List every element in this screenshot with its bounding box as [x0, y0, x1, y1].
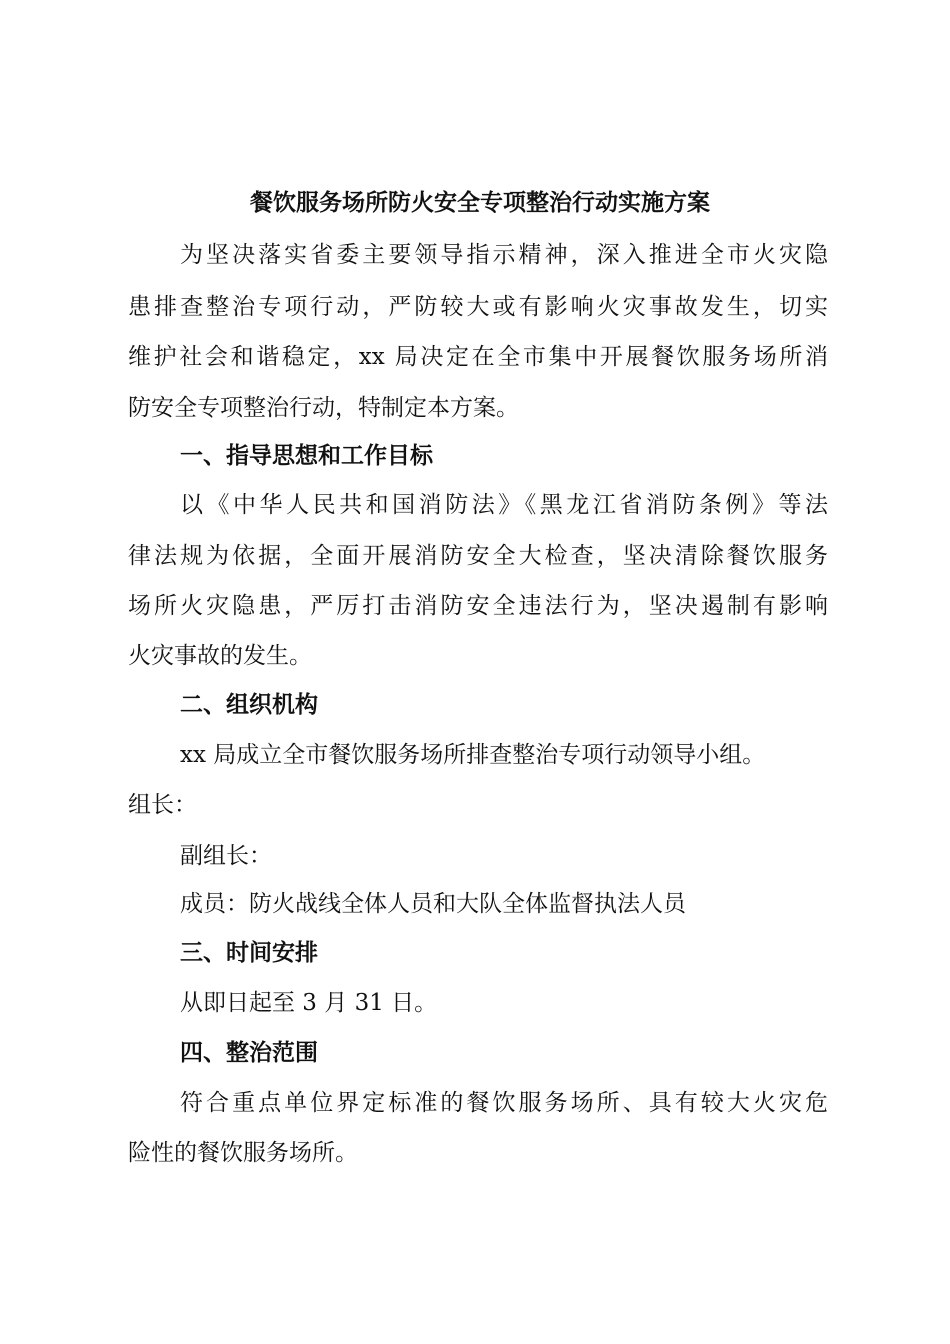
section-2-deputy: 副组长： — [180, 843, 272, 869]
intro-line-4: 防安全专项整治行动，特制定本方案。 — [128, 395, 519, 421]
section-1-heading: 一、指导思想和工作目标 — [180, 443, 433, 469]
section-2-heading: 二、组织机构 — [180, 692, 318, 718]
section-1-line-1: 以《中华人民共和国消防法》《黑龙江省消防条例》等法 — [180, 492, 828, 518]
section-4-heading: 四、整治范围 — [180, 1040, 318, 1066]
section-3-text: 从即日起至 3 月 31 日。 — [180, 990, 438, 1016]
section-2-line-1: xx 局成立全市餐饮服务场所排查整治专项行动领导小组。 — [180, 742, 766, 768]
section-4-line-1: 符合重点单位界定标准的餐饮服务场所、具有较大火灾危 — [180, 1090, 828, 1116]
section-2-members: 成员：防火战线全体人员和大队全体监督执法人员 — [180, 891, 686, 917]
section-1-line-3: 场所火灾隐患，严厉打击消防安全违法行为，坚决遏制有影响 — [128, 593, 828, 619]
section-3-heading: 三、时间安排 — [180, 940, 318, 966]
intro-line-3: 维护社会和谐稳定，xx 局决定在全市集中开展餐饮服务场所消 — [128, 344, 828, 370]
section-4-line-2: 险性的餐饮服务场所。 — [128, 1140, 358, 1166]
section-2-leader: 组长： — [128, 792, 197, 818]
intro-line-1: 为坚决落实省委主要领导指示精神，深入推进全市火灾隐 — [180, 242, 828, 268]
section-1-line-2: 律法规为依据，全面开展消防安全大检查，坚决清除餐饮服务 — [128, 543, 828, 569]
intro-line-2: 患排查整治专项行动，严防较大或有影响火灾事故发生，切实 — [128, 294, 828, 320]
document-title: 餐饮服务场所防火安全专项整治行动实施方案 — [250, 190, 710, 216]
section-1-line-4: 火灾事故的发生。 — [128, 643, 312, 669]
